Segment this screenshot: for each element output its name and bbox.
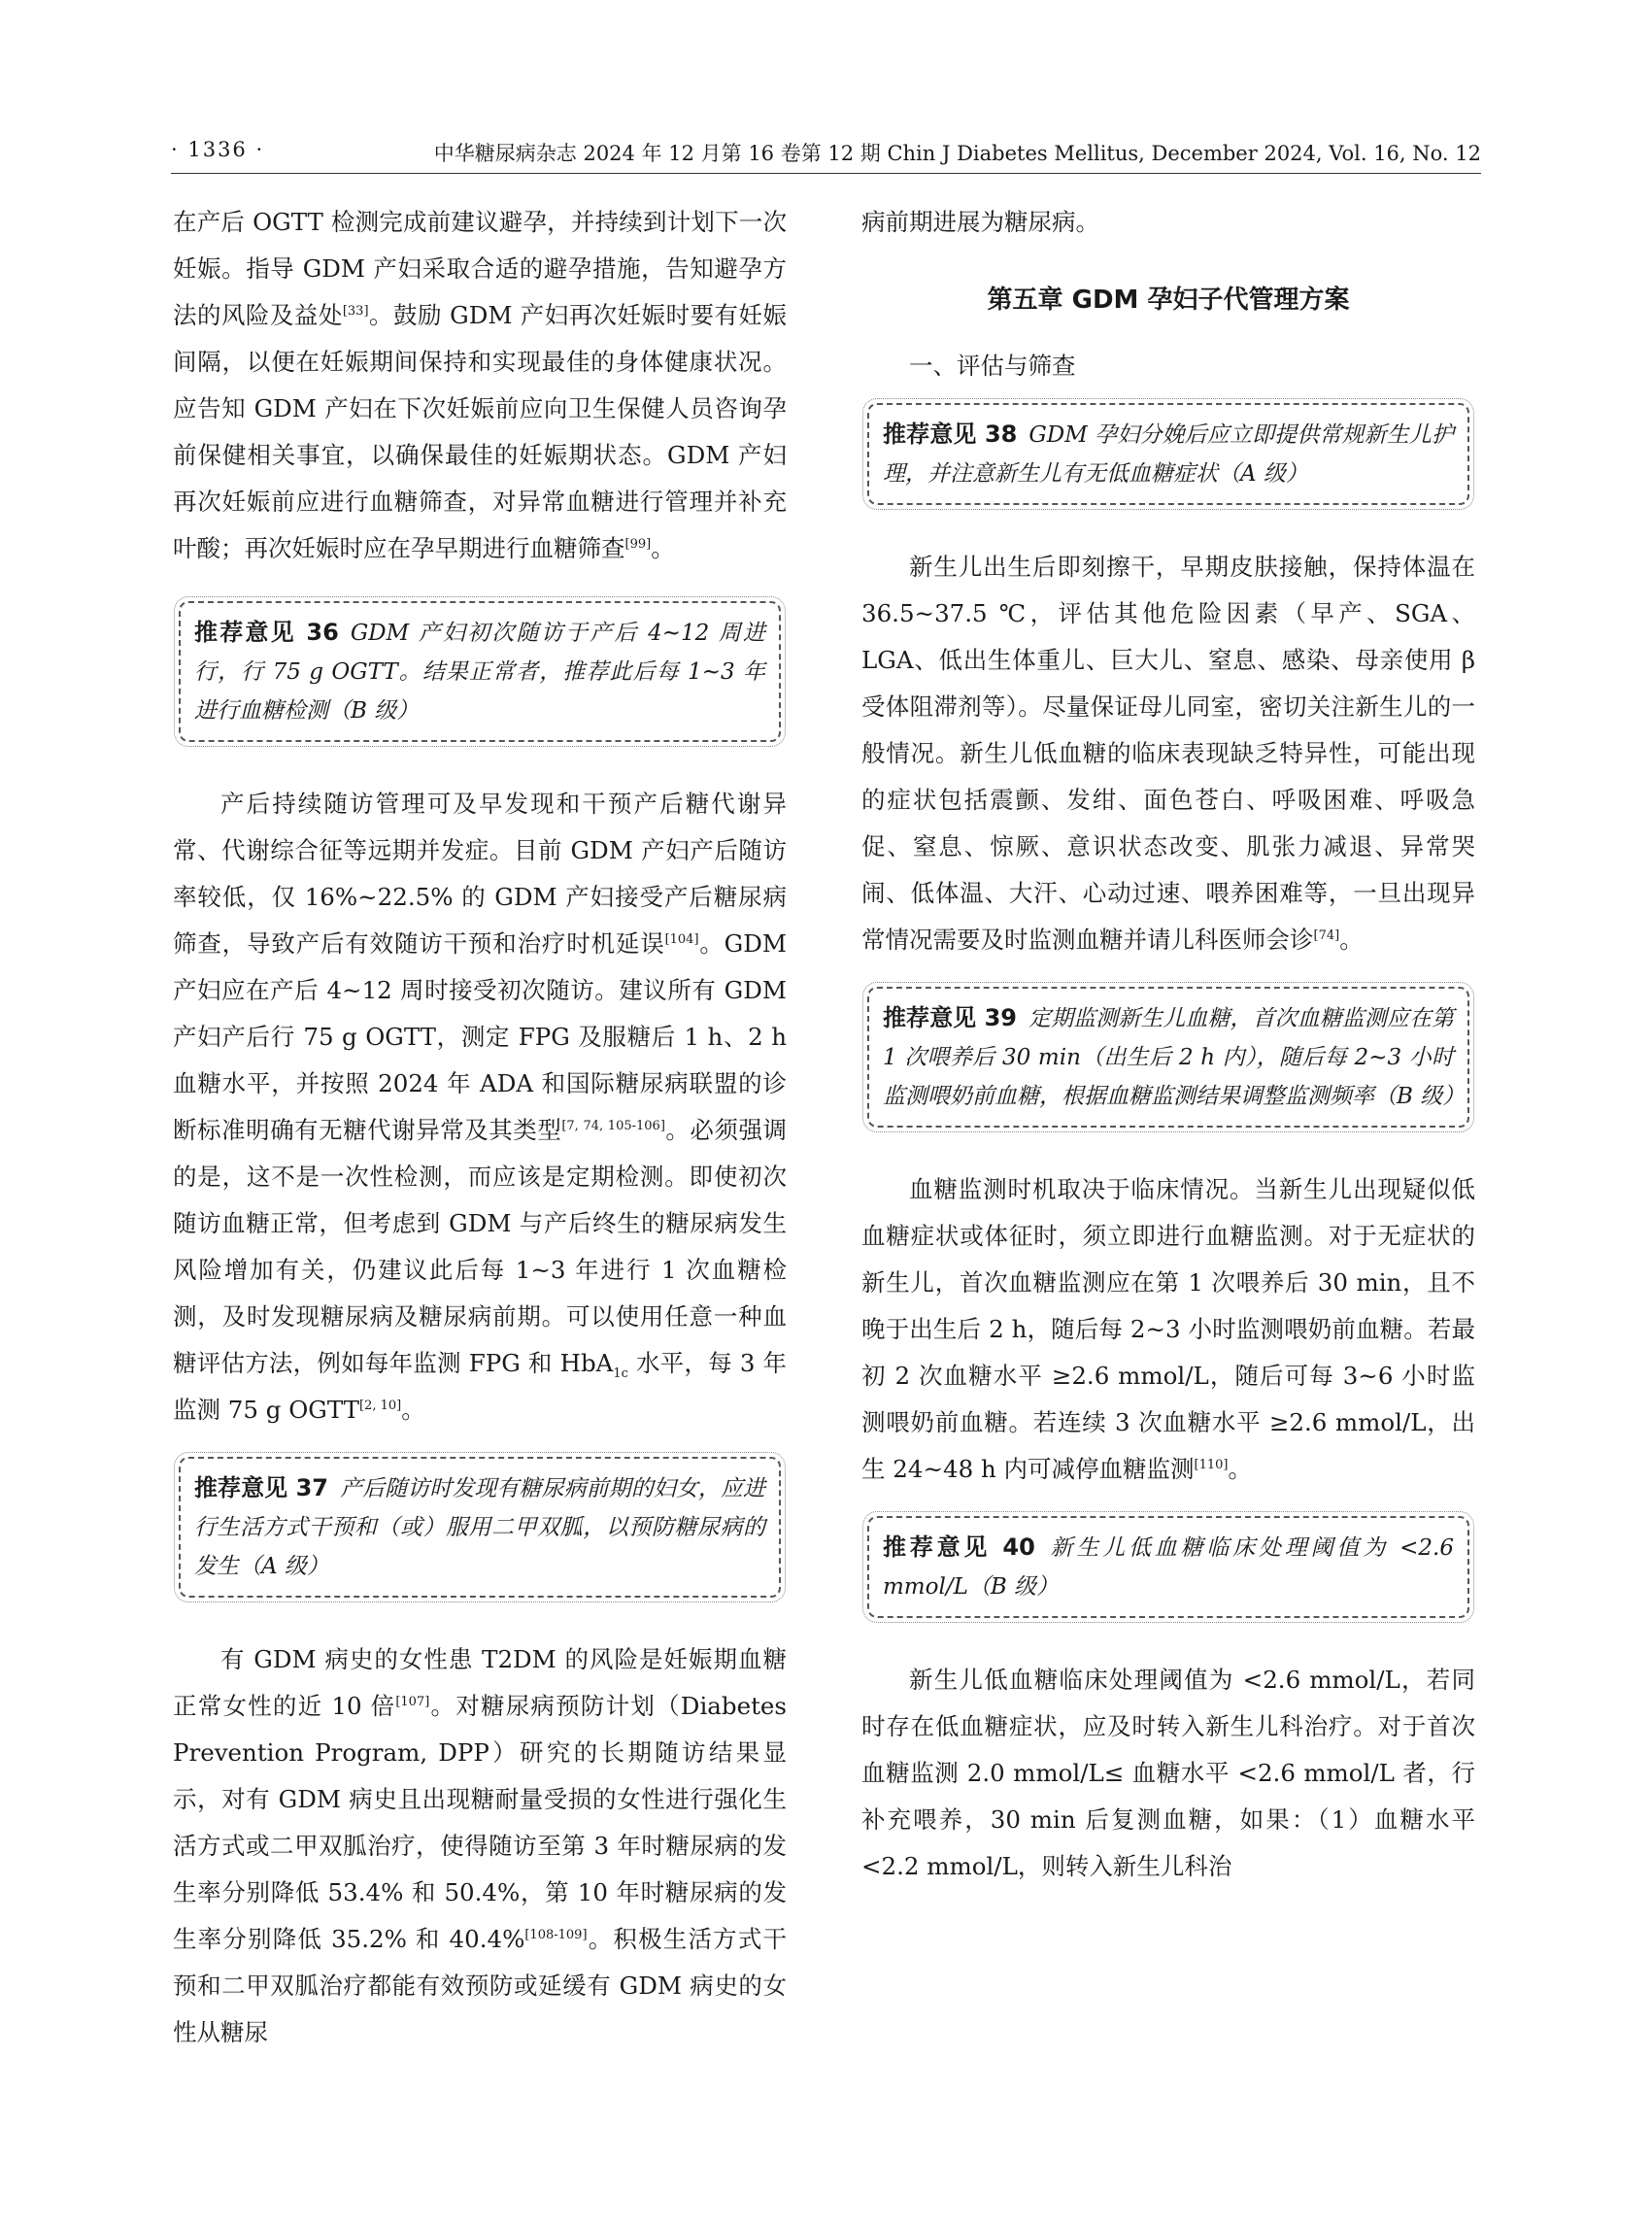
- paragraph-glucose-monitoring: 血糖监测时机取决于临床情况。当新生儿出现疑似低血糖症状或体征时，须立即进行血糖监测。对于无症状的新生儿，首次血糖监测应在第 1 次喂养后 30 min，且不晚于出生后 2 h，随后每 2~3 小时监测喂奶前血糖。若最初 2 次血糖水平 ≥2.6 mmol/L，随后可每 3~6 小时监测喂奶前血糖。若连续 3 次血糖水平 ≥2.6 mmol/L，出生 24~48 h 内可减停血糖监测[110]。: [861, 1175, 1475, 1483]
- recommendation-text: 新生儿低血糖临床处理阈值为 <2.6 mmol/L（B 级）: [883, 1535, 1454, 1600]
- citation-ref: [33]: [342, 303, 369, 319]
- citation-ref: [74]: [1313, 927, 1340, 943]
- paragraph-followup: 产后持续随访管理可及早发现和干预产后糖代谢异常、代谢综合征等远期并发症。目前 GDM 产妇产后随访率较低，仅 16%~22.5% 的 GDM 产妇接受产后糖尿病筛查，导致产后有效随访干预和治疗时机延误[104]。GDM 产妇应在产后 4~12 周时接受初次随访。建议所有 GDM 产妇产后行 75 g OGTT，测定 FPG 及服糖后 1 h、2 h 血糖水平，并按照 2024 年 ADA 和国际糖尿病联盟的诊断标准明确有无糖代谢异常及其类型[7, 74, 105-106]。必须强调的是，这不是一次性检测，而应该是定期检测。即使初次随访血糖正常，但考虑到 GDM 与产后终生的糖尿病发生风险增加有关，仍建议此后每 1~3 年进行 1 次血糖检测，及时发现糖尿病及糖尿病前期。可以使用任意一种血糖评估方法，例如每年监测 FPG 和 HbA$_{1c}$ 水平，每 3 年监测 75 g OGTT[2, 10]。: [173, 790, 787, 1424]
- journal-citation: 中华糖尿病杂志 2024 年 12 月第 16 卷第 12 期 Chin J Diabetes Mellitus, December 2024, Vol. 16, No. 12: [433, 142, 1481, 165]
- recommendation-label: 推荐意见 39: [883, 1004, 1018, 1031]
- citation-ref: [2, 10]: [359, 1398, 402, 1413]
- page-number: · 1336 ·: [171, 138, 265, 161]
- chapter-heading: 第五章 GDM 孕妇子代管理方案: [987, 286, 1350, 315]
- paragraph-contraception: 在产后 OGTT 检测完成前建议避孕，并持续到计划下一次妊娠。指导 GDM 产妇采取合适的避孕措施，告知避孕方法的风险及益处[33]。鼓励 GDM 产妇再次妊娠时要有妊娠间隔，以便在妊娠期间保持和实现最佳的身体健康状况。应告知 GDM 产妇在下次妊娠前应向卫生保健人员咨询孕前保健相关事宜，以确保最佳的妊娠期状态。GDM 产妇再次妊娠前应进行血糖筛查，对异常血糖进行管理并补充叶酸；再次妊娠时应在孕早期进行血糖筛查[99]。: [173, 208, 787, 562]
- recommendation-36: [179, 601, 781, 742]
- citation-ref: [108-109]: [524, 1927, 588, 1942]
- running-header: [171, 134, 1481, 174]
- recommendation-label: 推荐意见 38: [883, 421, 1018, 448]
- recommendation-text: 产后随访时发现有糖尿病前期的妇女，应进行生活方式干预和（或）服用二甲双胍，以预防糖尿病的发生（A 级）: [194, 1476, 765, 1579]
- recommendation-37: [179, 1457, 781, 1598]
- paragraph-dpp: 有 GDM 病史的女性患 T2DM 的风险是妊娠期血糖正常女性的近 10 倍[107]。对糖尿病预防计划（Diabetes Prevention Program, DPP）研究的长期随访结果显示，对有 GDM 病史且出现糖耐量受损的女性进行强化生活方式或二甲双胍治疗，使得随访至第 3 年时糖尿病的发生率分别降低 53.4% 和 50.4%，第 10 年时糖尿病的发生率分别降低 35.2% 和 40.4%[108-109]。积极生活方式干预和二甲双胍治疗都能有效预防或延缓有 GDM 病史的女性从糖尿: [173, 1645, 787, 2046]
- recommendation-text: GDM 产妇初次随访于产后 4~12 周进行，行 75 g OGTT。结果正常者，推荐此后每 1~3 年进行血糖检测（B 级）: [194, 621, 766, 724]
- citation-ref: [99]: [624, 536, 652, 552]
- paragraph-hypoglycemia-threshold: 新生儿低血糖临床处理阈值为 <2.6 mmol/L，若同时存在低血糖症状，应及时转入新生儿科治疗。对于首次血糖监测 2.0 mmol/L≤ 血糖水平 <2.6 mmol/L 者，行补充喂养，30 min 后复测血糖，如果：（1）血糖水平 <2.2 mmol/L，则转入新生儿科治: [861, 1666, 1475, 1880]
- citation-ref: [110]: [1194, 1457, 1229, 1472]
- recommendation-39: [867, 987, 1469, 1128]
- paragraph-continued: 病前期进展为糖尿病。: [861, 208, 1099, 236]
- recommendation-label: 推荐意见 37: [194, 1474, 329, 1501]
- recommendation-label: 推荐意见 36: [194, 619, 339, 646]
- paragraph-newborn-care: 新生儿出生后即刻擦干，早期皮肤接触，保持体温在 36.5~37.5 ℃，评估其他危险因素（早产、SGA、LGA、低出生体重儿、巨大儿、窒息、感染、母亲使用 β 受体阻滞剂等）。尽量保证母儿同室，密切关注新生儿的一般情况。新生儿低血糖的临床表现缺乏特异性，可能出现的症状包括震颤、发绀、面色苍白、呼吸困难、呼吸急促、窒息、惊厥、意识状态改变、肌张力减退、异常哭闹、低体温、大汗、心动过速、喂养困难等，一旦出现异常情况需要及时监测血糖并请儿科医师会诊[74]。: [861, 553, 1475, 954]
- citation-ref: [107]: [395, 1694, 430, 1709]
- section-heading: 一、评估与筛查: [909, 352, 1076, 380]
- citation-ref: [7, 74, 105-106]: [561, 1118, 665, 1133]
- recommendation-38: [867, 403, 1469, 505]
- recommendation-label: 推荐意见 40: [883, 1534, 1035, 1561]
- recommendation-text: 定期监测新生儿血糖，首次血糖监测应在第 1 次喂养后 30 min（出生后 2 h 内），随后每 2~3 小时监测喂奶前血糖，根据血糖监测结果调整监测频率（B 级）: [883, 1006, 1466, 1109]
- left-column: [173, 199, 787, 2056]
- recommendation-text: GDM 孕妇分娩后应立即提供常规新生儿护理，并注意新生儿有无低血糖症状（A 级）: [883, 422, 1454, 487]
- citation-ref: [104]: [664, 931, 699, 947]
- recommendation-40: [867, 1516, 1469, 1618]
- right-column: [861, 199, 1475, 1890]
- subscript: 1c: [613, 1365, 628, 1381]
